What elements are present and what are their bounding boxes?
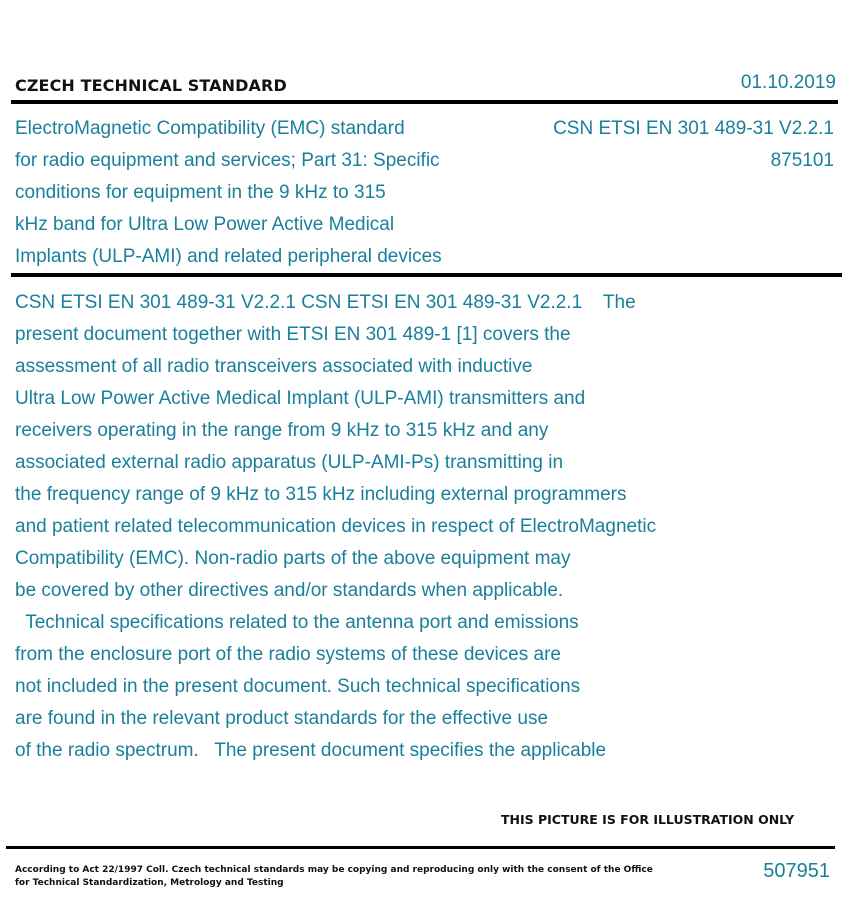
title-line: ElectroMagnetic Compatibility (EMC) standard [15,118,405,139]
abstract-line: Compatibility (EMC). Non-radio parts of the above equipment may [15,548,571,569]
abstract-line: associated external radio apparatus (ULP-AMI-Ps) transmitting in [15,452,564,473]
abstract-line: not included in the present document. Such technical specifications [15,676,581,697]
abstract-line: the frequency range of 9 kHz to 315 kHz including external programmers [15,484,627,505]
title-line: kHz band for Ultra Low Power Active Medical [15,214,395,235]
abstract-line: Technical specifications related to the antenna port and emissions [15,612,579,633]
abstract-line: Ultra Low Power Active Medical Implant (ULP-AMI) transmitters and [15,388,586,409]
legal-notice-line: for Technical Standardization, Metrology and Testing [15,878,284,888]
standard-type-label: CZECH TECHNICAL STANDARD [15,76,287,95]
title-line: for radio equipment and services; Part 31: Specific [15,150,440,171]
abstract-line: be covered by other directives and/or standards when applicable. [15,580,564,601]
abstract-line: present document together with ETSI EN 301 489-1 [1] covers the [15,324,571,345]
abstract-text [15,287,775,767]
standard-designation: CSN ETSI EN 301 489-31 V2.2.1 [553,118,834,139]
header-divider [11,100,838,104]
catalog-number: 507951 [763,860,830,882]
abstract-line: from the enclosure port of the radio systems of these devices are [15,644,561,665]
publication-date: 01.10.2019 [740,72,836,93]
title-line: conditions for equipment in the 9 kHz to 315 [15,182,386,203]
abstract-line: and patient related telecommunication devices in respect of ElectroMagnetic [15,516,657,537]
abstract-line: CSN ETSI EN 301 489-31 V2.2.1 CSN ETSI EN 301 489-31 V2.2.1 The [15,292,636,313]
title-line: Implants (ULP-AMI) and related peripheral devices [15,246,442,267]
abstract-line: are found in the relevant product standards for the effective use [15,708,549,729]
legal-notice-line: According to Act 22/1997 Coll. Czech technical standards may be copying and reproducing only with the consent of the Office [15,865,653,875]
abstract-line: receivers operating in the range from 9 kHz to 315 kHz and any [15,420,549,441]
footer-divider [6,846,835,849]
classification-code: 875101 [770,150,834,171]
abstract-line: assessment of all radio transceivers associated with inductive [15,356,533,377]
standard-identification [553,113,834,177]
illustration-disclaimer: THIS PICTURE IS FOR ILLUSTRATION ONLY [501,812,795,827]
abstract-line: of the radio spectrum. The present document specifies the applicable [15,740,607,761]
document-title [15,113,515,273]
title-divider [11,273,842,277]
legal-notice [15,864,653,890]
